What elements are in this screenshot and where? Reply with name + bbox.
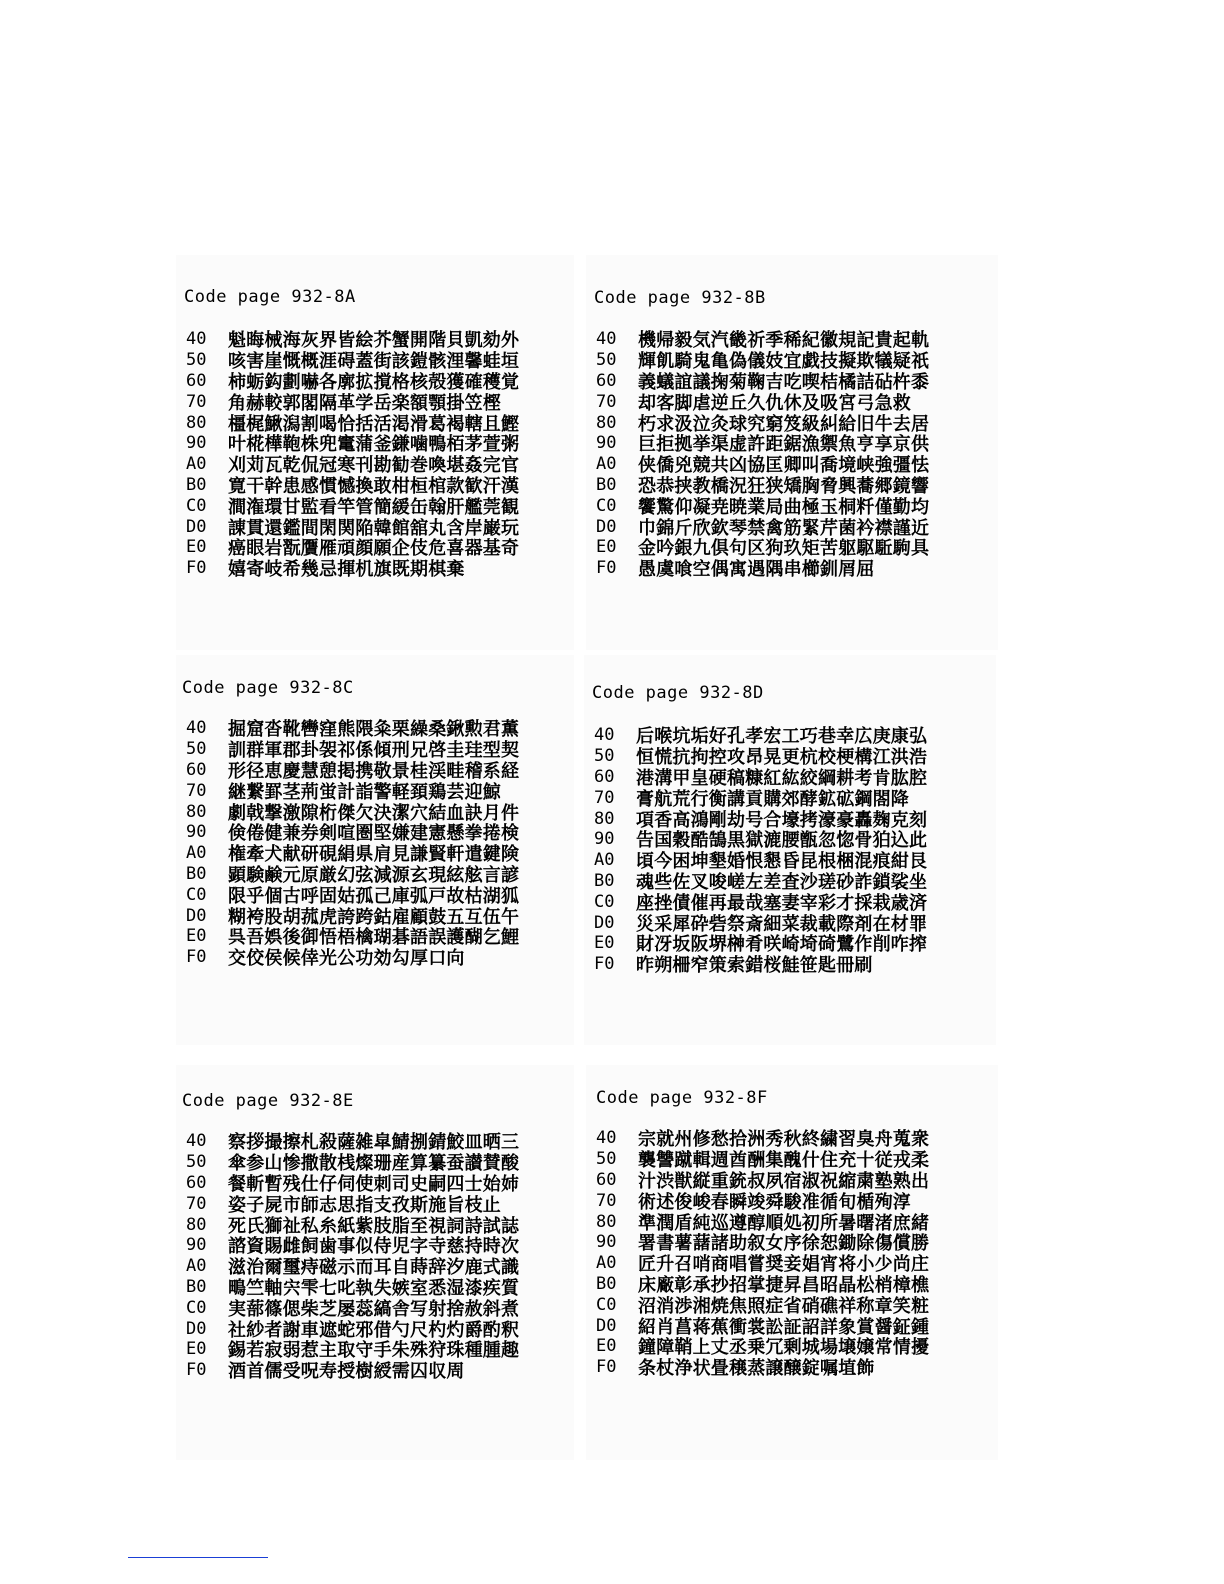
row-code: 90 xyxy=(186,1235,207,1256)
row-code: 40 xyxy=(186,329,207,350)
row-code: 40 xyxy=(596,329,617,350)
row-chars: 嬉寄岐希幾忌揮机旗既期棋棄 xyxy=(228,559,465,581)
row-chars: 恒慌抗拘控攻昂晃更杭校梗構江洪浩 xyxy=(636,747,928,769)
row-code: A0 xyxy=(186,1256,207,1277)
row-code: B0 xyxy=(594,870,615,891)
row-code: F0 xyxy=(596,558,617,579)
row-code: D0 xyxy=(596,1315,617,1336)
row-chars: 紹肖菖蒋蕉衝裳訟証詔詳象賞醤鉦鍾 xyxy=(638,1316,930,1338)
row-code: 90 xyxy=(596,1232,617,1253)
table-row xyxy=(186,1360,519,1381)
row-code: E0 xyxy=(596,537,617,558)
row-code: F0 xyxy=(186,947,207,968)
row-chars: 角赫較郭閣隔革学岳楽額顎掛笠樫 xyxy=(228,392,501,414)
row-chars: 顕験鹸元原厳幻弦減源玄現絃舷言諺 xyxy=(228,864,520,886)
row-code: B0 xyxy=(186,863,207,884)
row-chars: 后喉坑垢好孔孝宏工巧巷幸広庚康弘 xyxy=(636,726,928,748)
row-chars: 金吟銀九倶句区狗玖矩苦躯駆駈駒具 xyxy=(638,538,930,560)
row-chars: 癌眼岩翫贋雁頑顔願企伎危喜器基奇 xyxy=(228,538,520,560)
row-code: B0 xyxy=(596,1273,617,1294)
panel-title: Code page 932-8E xyxy=(182,1091,354,1111)
row-chars: 刈苅瓦乾侃冠寒刊勘勧巻喚堪姦完官 xyxy=(228,455,520,477)
row-chars: 滋治爾璽痔磁示而耳自蒔辞汐鹿式識 xyxy=(228,1257,520,1279)
row-chars: 災采犀砕砦祭斎細菜裁載際剤在材罪 xyxy=(636,913,928,935)
row-code: 50 xyxy=(186,350,207,371)
row-chars: 権牽犬献研硯絹県肩見謙賢軒遣鍵険 xyxy=(228,844,520,866)
row-chars: 諌貫還鑑間閑関陥韓館舘丸含岸巌玩 xyxy=(228,517,520,539)
row-chars: 魁晦械海灰界皆絵芥蟹開階貝凱劾外 xyxy=(228,330,520,352)
row-chars: 傘参山惨撒散桟燦珊産算纂蚕讃賛酸 xyxy=(228,1153,520,1175)
row-chars: 糊袴股胡菰虎誇跨鈷雇顧鼓五互伍午 xyxy=(228,906,520,928)
row-code: A0 xyxy=(186,843,207,864)
row-chars: 諮資賜雌飼歯事似侍児字寺慈持時次 xyxy=(228,1236,520,1258)
row-code: 70 xyxy=(186,391,207,412)
table-row xyxy=(596,1357,929,1378)
row-code: 90 xyxy=(594,829,615,850)
row-code: 70 xyxy=(596,391,617,412)
row-code: 40 xyxy=(186,1131,207,1152)
row-code: A0 xyxy=(186,454,207,475)
row-code: D0 xyxy=(594,912,615,933)
row-code: D0 xyxy=(186,1318,207,1339)
row-chars: 条杖浄状畳穣蒸譲醸錠嘱埴飾 xyxy=(638,1358,875,1380)
row-chars: 掘窟沓靴轡窪熊隈粂栗繰桑鍬勲君薫 xyxy=(228,719,520,741)
row-code: 50 xyxy=(186,1152,207,1173)
row-code: 50 xyxy=(594,746,615,767)
row-chars: 澗潅環甘監看竿管簡緩缶翰肝艦莞観 xyxy=(228,496,520,518)
row-code: 80 xyxy=(596,412,617,433)
code-page-panel-8D xyxy=(584,655,996,1045)
row-code: 80 xyxy=(186,412,207,433)
row-chars: 義蟻誼議掬菊鞠吉吃喫桔橘詰砧杵黍 xyxy=(638,372,930,393)
row-code: B0 xyxy=(596,474,617,495)
code-table xyxy=(186,718,519,968)
table-row xyxy=(186,947,519,968)
row-chars: 財冴坂阪堺榊肴咲崎埼碕鷺作削咋搾 xyxy=(636,934,928,956)
panel-title: Code page 932-8D xyxy=(592,683,764,703)
row-chars: 準潤盾純巡遵醇順処初所暑曙渚庶緒 xyxy=(638,1212,930,1234)
row-code: B0 xyxy=(186,474,207,495)
code-table xyxy=(596,329,929,579)
row-chars: 機帰毅気汽畿祈季稀紀徽規記貴起軌 xyxy=(638,330,930,352)
row-chars: 汁渋獣縦重銃叔夙宿淑祝縮粛塾熟出 xyxy=(638,1171,930,1192)
row-chars: 恐恭挟教橋況狂狭矯胸脅興蕎郷鏡響 xyxy=(638,475,930,497)
row-chars: 交佼侯候倖光公功効勾厚口向 xyxy=(228,948,465,970)
row-code: 70 xyxy=(596,1190,617,1211)
row-code: C0 xyxy=(594,891,615,912)
row-code: 60 xyxy=(594,766,615,787)
row-chars: 宗就州修愁拾洲秀秋終繍習臭舟蒐衆 xyxy=(638,1129,930,1151)
row-code: F0 xyxy=(186,1360,207,1381)
table-row xyxy=(186,558,519,579)
row-chars: 死氏獅祉私糸紙紫肢脂至視詞詩試誌 xyxy=(228,1215,520,1237)
row-code: A0 xyxy=(596,454,617,475)
row-code: D0 xyxy=(186,516,207,537)
row-chars: 社紗者謝車遮蛇邪借勺尺杓灼爵酌釈 xyxy=(228,1319,520,1341)
row-chars: 訓群軍郡卦袈祁係傾刑兄啓圭珪型契 xyxy=(228,740,520,762)
row-chars: 寛干幹患感慣憾換敢柑桓棺款歓汗漢 xyxy=(228,475,520,497)
row-code: D0 xyxy=(596,516,617,537)
row-code: F0 xyxy=(596,1357,617,1378)
row-code: A0 xyxy=(596,1253,617,1274)
row-chars: 署書薯藷諸助叙女序徐恕鋤除傷償勝 xyxy=(638,1233,930,1255)
row-code: F0 xyxy=(594,954,615,975)
row-code: 90 xyxy=(186,822,207,843)
row-chars: 酒首儒受呪寿授樹綬需囚収周 xyxy=(228,1361,465,1383)
row-chars: 限乎個古呼固姑孤己庫弧戸故枯湖狐 xyxy=(228,885,520,907)
code-table xyxy=(186,329,519,579)
row-code: E0 xyxy=(186,926,207,947)
code-page-panel-8E xyxy=(176,1065,574,1460)
panel-title: Code page 932-8F xyxy=(596,1088,768,1108)
row-code: 60 xyxy=(596,1169,617,1190)
row-code: 60 xyxy=(186,370,207,391)
row-chars: 朽求汲泣灸球究窮笈級糾給旧牛去居 xyxy=(638,413,930,435)
row-code: 40 xyxy=(596,1128,617,1149)
row-code: 50 xyxy=(186,739,207,760)
row-code: C0 xyxy=(596,1294,617,1315)
row-code: 60 xyxy=(186,1172,207,1193)
code-table xyxy=(596,1128,929,1378)
code-page-panel-8B xyxy=(586,255,998,650)
row-code: D0 xyxy=(186,905,207,926)
code-page-panel-8C xyxy=(176,655,574,1045)
panel-title: Code page 932-8C xyxy=(182,678,354,698)
row-chars: 巾錦斤欣欽琴禁禽筋緊芹菌衿襟謹近 xyxy=(638,517,930,539)
row-chars: 項香高鴻剛劫号合壕拷濠豪轟麹克刻 xyxy=(636,809,928,831)
row-chars: 侠僑兇競共凶協匡卿叫喬境峡強彊怯 xyxy=(638,455,930,477)
row-code: A0 xyxy=(594,850,615,871)
row-chars: 咳害崖慨概涯碍蓋街該鎧骸浬馨蛙垣 xyxy=(228,351,520,373)
row-code: 80 xyxy=(186,1214,207,1235)
table-row xyxy=(594,954,927,975)
row-code: 40 xyxy=(594,725,615,746)
row-chars: 床廠彰承抄招掌捷昇昌昭晶松梢樟樵 xyxy=(638,1274,930,1296)
footnote-divider xyxy=(128,1557,268,1558)
row-chars: 饗驚仰凝尭暁業局曲極玉桐粁僅勤均 xyxy=(638,496,930,518)
row-chars: 術述俊峻春瞬竣舜駿准循旬楯殉淳 xyxy=(638,1191,911,1213)
row-chars: 沼消渉湘焼焦照症省硝礁祥称章笑粧 xyxy=(638,1295,930,1317)
row-code: 70 xyxy=(186,1193,207,1214)
row-chars: 鐘障鞘上丈丞乗冗剰城場壌嬢常情擾 xyxy=(638,1337,930,1359)
row-chars: 輝飢騎鬼亀偽儀妓宜戯技擬欺犠疑祇 xyxy=(638,351,930,373)
row-chars: 呉吾娯後御悟梧檎瑚碁語誤護醐乞鯉 xyxy=(228,927,520,949)
row-chars: 座挫債催再最哉塞妻宰彩才採栽歳済 xyxy=(636,892,928,914)
row-chars: 却客脚虐逆丘久仇休及吸宮弓急救 xyxy=(638,392,911,414)
row-chars: 餐斬暫残仕仔伺使刺司史嗣四士始姉 xyxy=(228,1174,520,1195)
row-code: C0 xyxy=(596,495,617,516)
row-chars: 魂些佐叉唆嵯左差査沙瑳砂詐鎖裟坐 xyxy=(636,871,928,893)
row-code: 80 xyxy=(186,801,207,822)
row-code: 50 xyxy=(596,350,617,371)
row-chars: 叶椛樺鞄株兜竃蒲釜鎌噛鴨栢茅萱粥 xyxy=(228,434,520,456)
code-page-panel-8A xyxy=(176,255,574,650)
row-chars: 巨拒拠挙渠虚許距鋸漁禦魚亨享京供 xyxy=(638,434,930,456)
row-code: E0 xyxy=(186,537,207,558)
row-chars: 告国穀酷鵠黒獄漉腰甑忽惚骨狛込此 xyxy=(636,830,928,852)
row-chars: 劇戟撃激隙桁傑欠決潔穴結血訣月件 xyxy=(228,802,520,824)
row-chars: 形径恵慶慧憩掲携敬景桂渓畦稽系経 xyxy=(228,761,520,782)
row-code: 70 xyxy=(186,780,207,801)
code-page-panel-8F xyxy=(586,1065,998,1460)
row-code: 90 xyxy=(596,433,617,454)
row-chars: 港溝甲皇硬稿糠紅紘絞綱耕考肯肱腔 xyxy=(636,768,928,789)
row-chars: 匠升召哨商唱嘗奨妾娼宵将小少尚庄 xyxy=(638,1254,930,1276)
row-chars: 柿蛎鈎劃嚇各廓拡撹格核殻獲確穫覚 xyxy=(228,372,520,393)
row-chars: 姿子屍市師志思指支孜斯施旨枝止 xyxy=(228,1194,501,1216)
row-code: 80 xyxy=(594,808,615,829)
row-chars: 継繋罫茎荊蛍計詣警軽頚鶏芸迎鯨 xyxy=(228,781,501,803)
row-chars: 膏航荒行衡講貢購郊酵鉱砿鋼閤降 xyxy=(636,788,909,810)
row-code: 60 xyxy=(186,759,207,780)
code-table xyxy=(594,725,927,975)
row-code: 40 xyxy=(186,718,207,739)
row-code: C0 xyxy=(186,1297,207,1318)
row-chars: 頃今困坤墾婚恨懇昏昆根梱混痕紺艮 xyxy=(636,851,928,873)
row-chars: 察拶撮擦札殺薩雑皐鯖捌錆鮫皿晒三 xyxy=(228,1132,520,1154)
panel-title: Code page 932-8B xyxy=(594,288,766,308)
row-code: 50 xyxy=(596,1149,617,1170)
row-chars: 鴫竺軸宍雫七叱執失嫉室悉湿漆疾質 xyxy=(228,1277,520,1299)
row-code: 70 xyxy=(594,787,615,808)
row-chars: 愚虞喰空偶寓遇隅串櫛釧屑屈 xyxy=(638,559,875,581)
row-chars: 倹倦健兼券剣喧圏堅嫌建憲懸拳捲検 xyxy=(228,823,520,845)
row-chars: 橿梶鰍潟割喝恰括活渇滑葛褐轄且鰹 xyxy=(228,413,520,435)
row-chars: 錫若寂弱惹主取守手朱殊狩珠種腫趣 xyxy=(228,1340,520,1362)
row-code: 80 xyxy=(596,1211,617,1232)
row-code: 90 xyxy=(186,433,207,454)
row-code: C0 xyxy=(186,884,207,905)
row-code: C0 xyxy=(186,495,207,516)
code-table xyxy=(186,1131,519,1381)
row-code: E0 xyxy=(594,933,615,954)
table-row xyxy=(596,558,929,579)
row-code: E0 xyxy=(186,1339,207,1360)
row-chars: 昨朔柵窄策索錯桜鮭笹匙冊刷 xyxy=(636,955,873,977)
row-chars: 襲讐蹴輯週酋酬集醜什住充十従戎柔 xyxy=(638,1150,930,1172)
row-code: E0 xyxy=(596,1336,617,1357)
row-chars: 実蔀篠偲柴芝屡蕊縞舎写射捨赦斜煮 xyxy=(228,1298,520,1320)
row-code: B0 xyxy=(186,1276,207,1297)
row-code: 60 xyxy=(596,370,617,391)
row-code: F0 xyxy=(186,558,207,579)
panel-title: Code page 932-8A xyxy=(184,287,356,307)
